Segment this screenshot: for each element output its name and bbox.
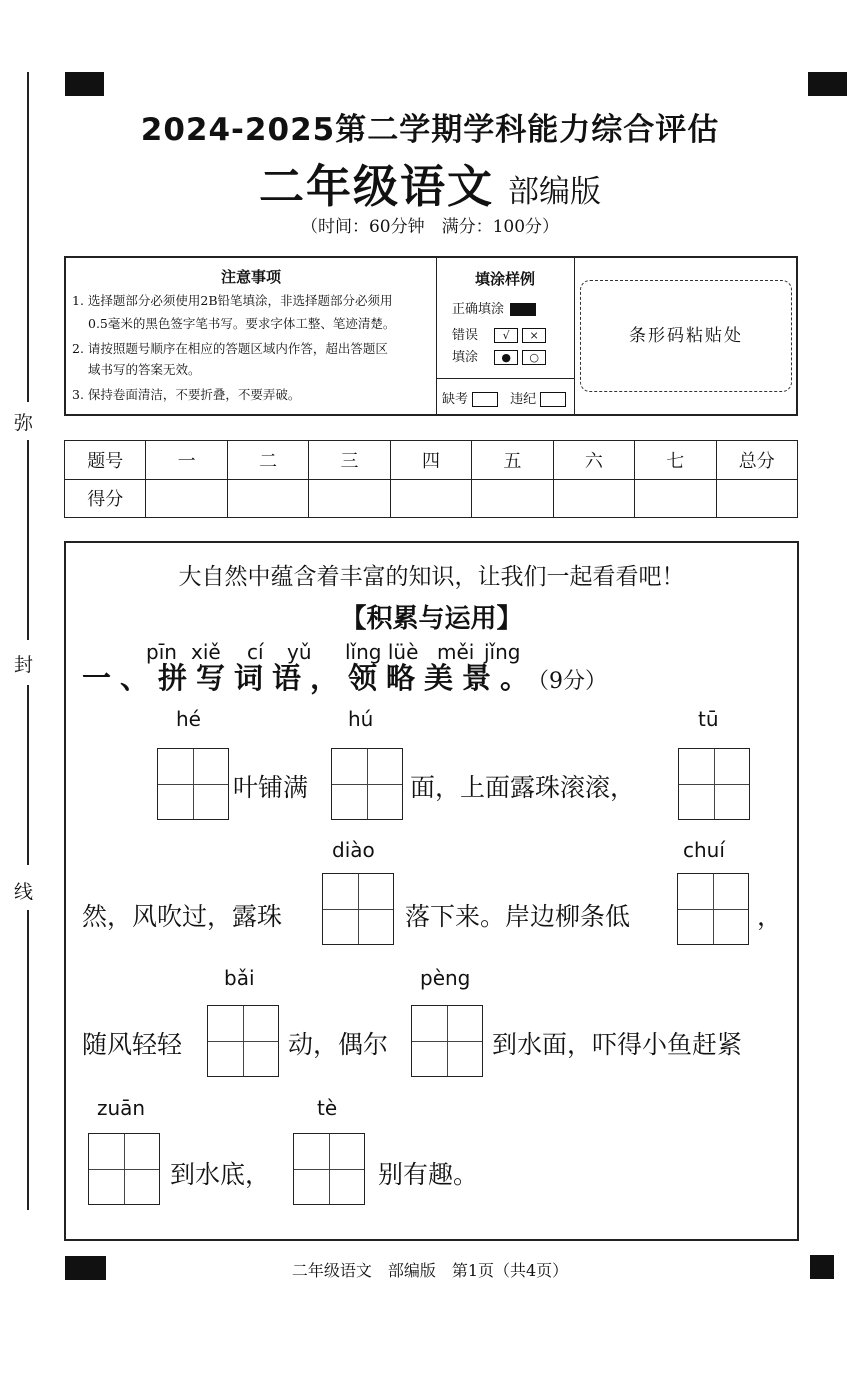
answer-grid[interactable] (322, 873, 394, 945)
cross-mark-icon: × (522, 328, 546, 343)
section-heading: 【积累与运用】 (340, 604, 523, 634)
wrong-fill-label-1: 错误 (452, 328, 479, 343)
title-pinyin: měi (437, 640, 475, 664)
side-mark-mi: 弥 (14, 412, 34, 434)
answer-grid[interactable] (88, 1133, 160, 1205)
wrong-fill-label-2: 填涂 (452, 350, 479, 365)
score-header-cell: 七 (635, 441, 716, 480)
barcode-area: 条形码粘贴处 (580, 280, 792, 392)
intro-text: 大自然中蕴含着丰富的知识，让我们一起看看吧！ (178, 564, 685, 590)
score-header-cell: 二 (227, 441, 308, 480)
notice-title: 注意事项 (220, 268, 281, 286)
pinyin-hint: tè (317, 1096, 338, 1120)
score-cell[interactable] (146, 479, 227, 518)
pinyin-hint: diào (332, 838, 375, 862)
title-pinyin: yǔ (287, 640, 312, 664)
notice-panel (66, 258, 437, 414)
binding-line (27, 440, 29, 640)
side-mark-feng: 封 (14, 654, 34, 676)
pinyin-hint: zuān (97, 1096, 146, 1120)
score-table-header-row (65, 441, 798, 480)
score-header-cell: 一 (146, 441, 227, 480)
answer-grid[interactable] (293, 1133, 365, 1205)
score-cell[interactable] (472, 479, 553, 518)
answer-grid[interactable] (207, 1005, 279, 1077)
sentence-text: 动，偶尔 (288, 1030, 389, 1059)
binding-line (27, 910, 29, 1210)
score-header-cell: 总分 (716, 441, 798, 480)
sentence-text: 叶铺满 (233, 773, 309, 802)
sentence-text: 然，风吹过，露珠 (82, 902, 283, 931)
score-cell[interactable] (635, 479, 716, 518)
side-mark-xian: 线 (14, 881, 34, 903)
subject-name: 二年级语文 (258, 160, 494, 213)
pinyin-hint: hé (176, 707, 201, 731)
title-pinyin: pīn (146, 640, 177, 664)
score-cell[interactable] (227, 479, 308, 518)
page-footer: 二年级语文 部编版 第1页（共4页） (291, 1261, 569, 1280)
violation-checkbox[interactable] (540, 392, 566, 407)
pinyin-hint: chuí (683, 838, 725, 862)
registration-mark-top-right (808, 72, 847, 96)
title-pinyin: xiě (191, 640, 221, 664)
wrong-fill-row (452, 324, 546, 343)
notice-item: 域书写的答案无效。 (88, 362, 201, 377)
violation-label: 违纪 (510, 392, 537, 407)
notice-item: 0.5毫米的黑色签字笔书写。要求字体工整、笔迹清楚。 (88, 316, 396, 331)
answer-grid[interactable] (677, 873, 749, 945)
sentence-text: 随风轻轻 (82, 1030, 183, 1059)
notice-item: 1. 选择题部分必须使用2B铅笔填涂，非选择题部分必须用 (72, 293, 393, 308)
edition-label: 部编版 (508, 174, 601, 210)
pinyin-hint: tū (698, 707, 719, 731)
score-table (64, 440, 798, 518)
question-1-score: （9分） (538, 669, 608, 694)
dot-mark-icon: ● (494, 350, 518, 365)
pinyin-hint: hú (348, 707, 374, 731)
check-mark-icon: √ (494, 328, 518, 343)
circle-mark-icon: ○ (522, 350, 546, 365)
title-pinyin: jǐng (484, 640, 521, 664)
score-cell[interactable] (390, 479, 471, 518)
filled-box-icon (510, 303, 536, 316)
pinyin-hint: pèng (420, 966, 471, 990)
notice-item: 2. 请按照题号顺序在相应的答题区域内作答，超出答题区 (72, 341, 388, 356)
question-1-title (82, 656, 607, 697)
sentence-text: 到水面，吓得小鱼赶紧 (492, 1030, 743, 1059)
score-header-cell: 题号 (65, 441, 146, 480)
score-cell[interactable] (309, 479, 390, 518)
sample-panel (436, 258, 575, 414)
absent-violation-row (442, 388, 566, 407)
absent-label: 缺考 (442, 392, 469, 407)
wrong-fill-row-2 (452, 346, 546, 365)
info-box (64, 256, 798, 416)
binding-line (27, 685, 29, 865)
title-pinyin: cí (247, 640, 264, 664)
absent-checkbox[interactable] (472, 392, 498, 407)
score-cell[interactable] (553, 479, 634, 518)
exam-title: 2024-2025第二学期学科能力综合评估 (140, 112, 720, 148)
score-header-cell: 三 (309, 441, 390, 480)
sentence-text: 落下来。岸边柳条低 (405, 902, 631, 931)
subject-heading (0, 150, 860, 215)
sample-title: 填涂样例 (474, 270, 535, 288)
pinyin-hint: bǎi (224, 966, 255, 990)
answer-grid[interactable] (331, 748, 403, 820)
answer-grid[interactable] (157, 748, 229, 820)
sentence-text: 面，上面露珠滚滚， (410, 773, 636, 802)
sentence-text: ， (757, 902, 783, 931)
score-header-cell: 六 (553, 441, 634, 480)
score-header-cell: 四 (390, 441, 471, 480)
correct-fill-label: 正确填涂 (452, 302, 505, 317)
answer-grid[interactable] (678, 748, 750, 820)
notice-item: 3. 保持卷面清洁，不要折叠，不要弄破。 (72, 387, 301, 402)
sentence-text: 别有趣。 (378, 1160, 479, 1189)
time-info: （时间：60分钟 满分：100分） (300, 217, 560, 237)
score-table-score-row (65, 479, 798, 518)
score-cell[interactable] (716, 479, 798, 518)
correct-fill-row (452, 298, 536, 317)
score-header-cell: 五 (472, 441, 553, 480)
sentence-text: 到水底， (170, 1160, 271, 1189)
answer-grid[interactable] (411, 1005, 483, 1077)
question-1-text: 一、拼写词语，领略美景。 (82, 661, 539, 695)
registration-mark-top-left (65, 72, 104, 96)
title-pinyin: lǐng lüè (345, 640, 419, 664)
score-row-label: 得分 (65, 479, 146, 518)
